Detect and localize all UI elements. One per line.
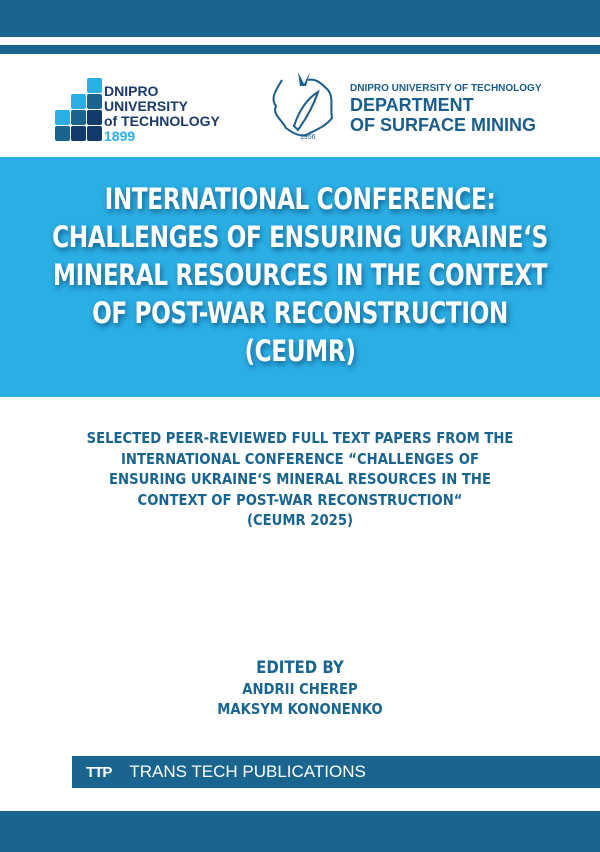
- ttp-logo-icon: TTP: [86, 763, 112, 781]
- top-stripe: [0, 0, 600, 37]
- university-line: of TECHNOLOGY: [104, 113, 220, 129]
- university-name: [104, 84, 220, 144]
- university-year: 1899: [104, 128, 136, 144]
- seal-year: 1956: [300, 134, 316, 140]
- title-line: INTERNATIONAL CONFERENCE:: [104, 182, 496, 216]
- subtitle-line: CONTEXT OF POST-WAR RECONSTRUCTION“: [137, 490, 463, 509]
- bottom-stripe: [0, 811, 600, 852]
- department-name: [350, 82, 542, 135]
- editor-name: ANDRII CHEREP: [242, 680, 358, 698]
- editor-name: MAKSYM KONONENKO: [217, 700, 383, 718]
- department-university-line: DNIPRO UNIVERSITY OF TECHNOLOGY: [350, 83, 542, 94]
- department-line: OF SURFACE MINING: [350, 115, 537, 135]
- subtitle-line: INTERNATIONAL CONFERENCE “CHALLENGES OF: [120, 449, 480, 468]
- department-line: DEPARTMENT: [350, 95, 474, 115]
- title-line: MINERAL RESOURCES IN THE CONTEXT: [52, 258, 548, 292]
- title-line: (CEUMR): [244, 334, 356, 368]
- subtitle: [0, 428, 600, 531]
- editors: [36, 657, 564, 719]
- department-seal-icon: [268, 68, 340, 145]
- publisher-banner: [72, 756, 600, 788]
- publisher-name: TRANS TECH PUBLICATIONS: [129, 762, 366, 781]
- subtitle-line: SELECTED PEER-REVIEWED FULL TEXT PAPERS FROM THE: [86, 429, 514, 447]
- university-line: DNIPRO: [104, 83, 159, 99]
- conference-title: [0, 180, 600, 370]
- title-line: CHALLENGES OF ENSURING UKRAINE‘S: [52, 220, 548, 254]
- top-thin-stripe: [0, 45, 600, 54]
- title-line: OF POST-WAR RECONSTRUCTION: [92, 296, 508, 330]
- subtitle-line: ENSURING UKRAINE‘S MINERAL RESOURCES IN THE: [108, 470, 491, 488]
- edited-by-heading: EDITED BY: [256, 658, 344, 678]
- subtitle-line: (CEUMR 2025): [246, 511, 354, 529]
- university-line: UNIVERSITY: [104, 98, 189, 114]
